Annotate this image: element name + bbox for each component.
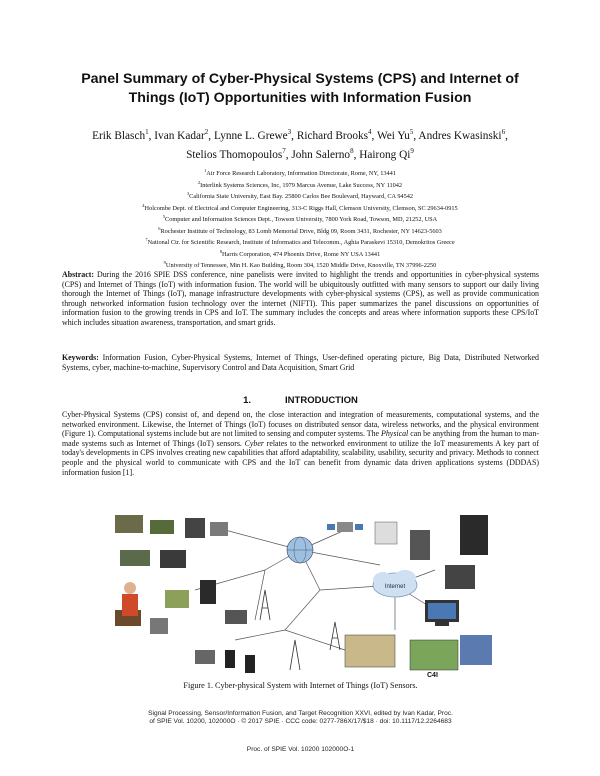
section-heading: [62, 395, 539, 406]
page-number: Proc. of SPIE Vol. 10200 102000O-1: [246, 746, 355, 753]
footer-line-1: Signal Processing, Sensor/Information Fusion, and Target Recognition XXVI, edited by Ivan Kadar, Proc.: [148, 710, 453, 717]
author: John Salerno$^8$,: [291, 146, 360, 161]
computer-icons: [375, 515, 488, 626]
author: Stelios Thomopoulos$^7$,: [186, 146, 292, 161]
keywords: [62, 353, 539, 372]
affiliation: $^4$Holcombe Dept. of Electrical and Computer Engineering, 313-C Riggs Hall, Clemson University, Clemson, SC 29634-0915: [142, 202, 458, 212]
affiliation: $^6$Rochester Institute of Technology, 83 Lomb Memorial Drive, Bldg 09, Room 3431, Rochester, NY 14623-5603: [158, 225, 442, 235]
author: Andres Kwasinski$^6$,: [418, 128, 508, 142]
intro-paragraph: Cyber-Physical Systems (CPS) consist of, and depend on, the close interaction and integration of measurements, computational systems, and the networked environment. Likewise, the Internet of Things (IoT) focuses on distributed sensor data, wireless networks, and the physical environment (Figure 1). Computational systems include but are not limited to sensing and computer systems. The Physical can be anything from the human to man-made systems such as Internet of Things (IoT) sensors. Cyber relates to the networked environment to utilize the IoT measurements A key part of today's developments in CPS involves creating new capabilities that afford adaptability, scalability, usability, security and privacy. Methods to connect people and the physical world to communicate with CPS and the IoT can benefit from dynamic data driven applications systems (DDDAS) information fusion [1].: [62, 410, 539, 477]
affiliation: $^2$Interlink Systems Sciences, Inc, 1979 Marcus Avenue, Lake Success, NY 11042: [197, 179, 403, 189]
keywords-text: Information Fusion, Cyber-Physical Systems, Internet of Things, User-defined operating picture, Big Data, Distributed Networked Systems, cyber, machine-to-machine, Supervisory Control and Data Acquisition, Smart Grid: [62, 353, 539, 372]
paper-title: [40, 70, 560, 108]
cps-iot-figure: [105, 510, 495, 678]
author: Wei Yu$^5$,: [377, 128, 419, 142]
author: Lynne L. Grewe$^3$,: [213, 128, 297, 142]
author-list: [30, 125, 570, 163]
abstract: [62, 270, 539, 328]
globe-icon: [287, 537, 313, 563]
affiliation-list: [40, 167, 560, 271]
emphasis-cyber: Cyber: [244, 438, 264, 448]
affiliation: $^7$National Ctr. for Scientific Research, Institute of Informatics and Telecomm., Aghia Paraskevi 15310, Demokritos Greece: [145, 237, 455, 247]
affiliation: $^9$University of Tennessee, Min H. Kao Building, Room 304, 1520 Middle Drive, Knoxville, TN 37996-2250: [163, 260, 437, 270]
footer-line-2: of SPIE Vol. 10200, 102000O · © 2017 SPIE · CCC code: 0277-786X/17/$18 · doi: 10.1117/12.2264683: [149, 718, 452, 726]
satellite-icon: [327, 522, 363, 532]
tower-icon: [260, 590, 340, 670]
affiliation: $^3$California State University, East Bay. 25800 Carlos Bee Boulevard, Hayward, CA 94542: [186, 191, 414, 201]
affiliation: $^1$Air Force Research Laboratory, Information Directorate, Rome, NY, 13441: [204, 168, 396, 178]
c4i-display-icon: [345, 635, 492, 678]
title-line-2: Things (IoT) Opportunities with Information Fusion: [128, 90, 472, 106]
affiliation: $^8$Harris Corporation, 474 Phoenix Drive, Rome NY USA 13441: [219, 248, 381, 258]
title-line-1: Panel Summary of Cyber-Physical Systems (CPS) and Internet of: [81, 71, 519, 87]
section-title: INTRODUCTION: [285, 395, 358, 406]
abstract-label: Abstract:: [62, 270, 94, 279]
abstract-text: During the 2016 SPIE DSS conference, nine panelists were invited to highlight the trends and opportunities in cyber-physical systems (CPS) and Internet of Things (IoT) with information fusion. The world will be ubiquitously outfitted with many sensors to support our daily living thorough the Internet of Things (IoT), manage infrastructure developments with cyber-physical systems (CPS), as well as provide communication through networked information fusion technology over the internet (NIFTI). This paper summarizes the panel discussions on opportunities of information fusion to the growing trends in CPS and IoT. The summary includes the concepts and areas where information supports these CPS/IoT which includes situation awareness, transportation, and smart grids.: [62, 270, 539, 327]
author: Ivan Kadar$^2$,: [154, 128, 214, 142]
keywords-label: Keywords:: [62, 353, 99, 362]
author: Richard Brooks$^4$,: [296, 128, 377, 142]
figure-caption: Figure 1. Cyber-physical System with Internet of Things (IoT) Sensors.: [183, 681, 418, 690]
cloud-label: Internet: [384, 584, 406, 590]
cloud-icon: [373, 570, 417, 597]
section-number: 1.: [243, 395, 252, 406]
affiliation: $^5$Computer and Information Sciences Dept., Towson University, 7800 York Road, Towson, MD, 21252, USA: [162, 214, 438, 224]
firefighter-icon: [122, 582, 138, 616]
emphasis-physical: Physical: [381, 429, 409, 439]
author: Erik Blasch$^1$,: [92, 128, 155, 142]
footer-citation: [62, 710, 539, 727]
c4i-label: C4I: [427, 672, 438, 678]
author: Hairong Qi$^9$: [359, 146, 414, 161]
